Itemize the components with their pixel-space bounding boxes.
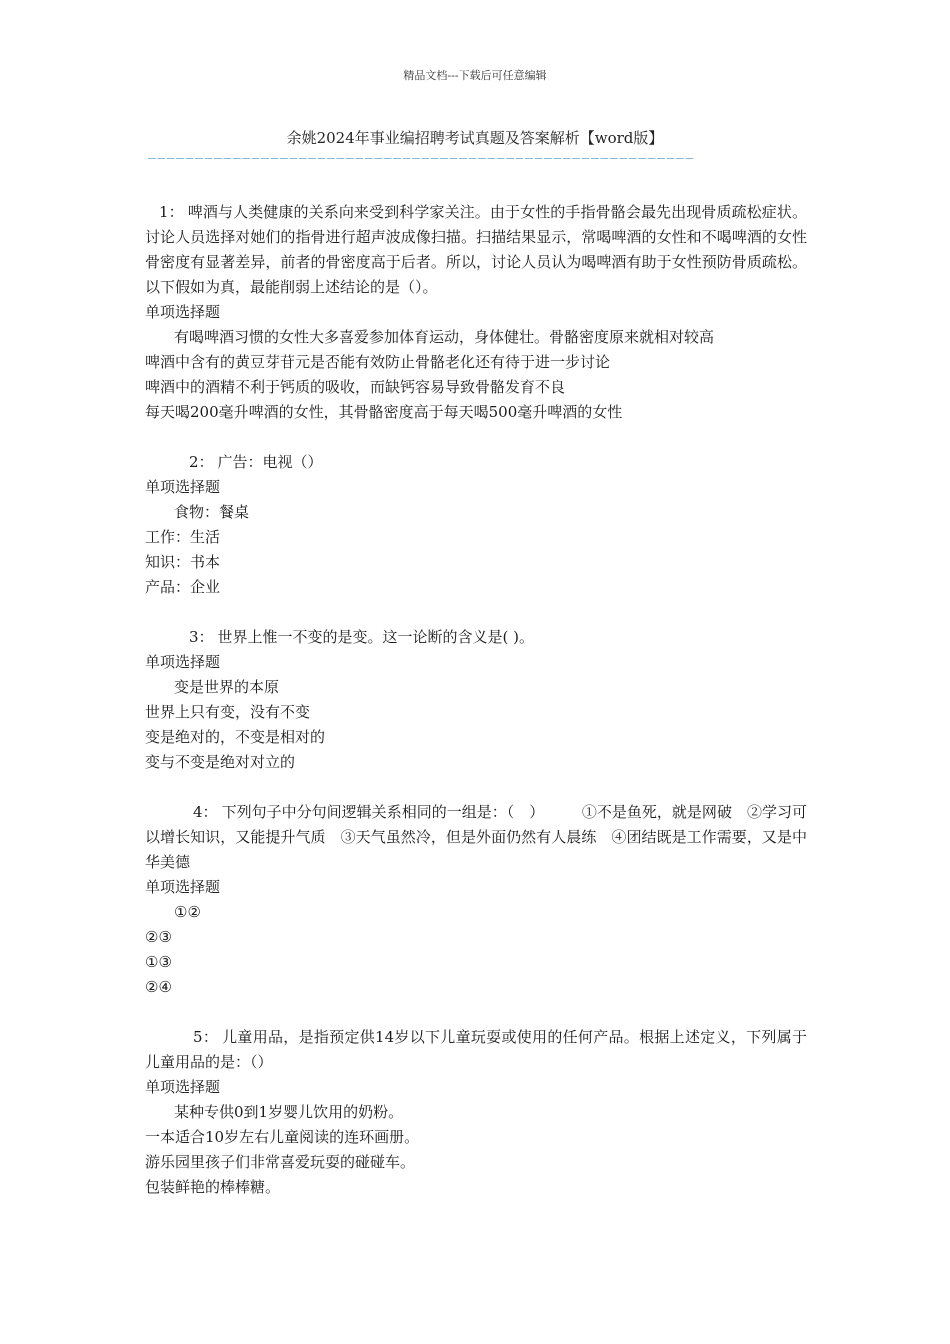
option-c[interactable]: 知识：书本	[145, 553, 221, 571]
option-a[interactable]: 食物：餐桌	[174, 503, 250, 521]
option-a[interactable]: 有喝啤酒习惯的女性大多喜爱参加体育运动，身体健壮。骨骼密度原来就相对较高	[174, 328, 715, 346]
document-title: 余姚2024年事业编招聘考试真题及答案解析【word版】	[286, 129, 664, 147]
option-c[interactable]: 啤酒中的酒精不利于钙质的吸收，而缺钙容易导致骨骼发育不良	[145, 378, 566, 396]
question-type: 单项选择题	[145, 653, 221, 671]
question-number: 1：	[159, 203, 184, 221]
option-d[interactable]: 产品：企业	[145, 578, 221, 596]
question-list	[145, 200, 807, 1225]
question-text: 下列句子中分句间逻辑关系相同的一组是：（ ） ①不是鱼死，就是网破 ②学习可以增长知识，又能提升气质 ③天气虽然冷，但是外面仍然有人晨练 ④团结既是工作需要，又是中华美德	[145, 803, 807, 871]
question-2	[145, 450, 807, 600]
option-b[interactable]: 一本适合10岁左右儿童阅读的连环画册。	[145, 1128, 420, 1146]
option-d[interactable]: 变与不变是绝对对立的	[145, 753, 296, 771]
option-a[interactable]: 变是世界的本原	[174, 678, 280, 696]
question-text: 啤酒与人类健康的关系向来受到科学家关注。由于女性的手指骨骼会最先出现骨质疏松症状。讨论人员选择对她们的指骨进行超声波成像扫描。扫描结果显示，常喝啤酒的女性和不喝啤酒的女性骨密度有显著差异，前者的骨密度高于后者。所以，讨论人员认为喝啤酒有助于女性预防骨质疏松。以下假如为真，最能削弱上述结论的是（）。	[145, 203, 807, 296]
title-divider: ——————————————————————————————————————————————————————————	[148, 151, 695, 165]
question-text: 世界上惟一不变的是变。这一论断的含义是( )。	[217, 628, 535, 646]
question-4	[145, 800, 807, 1000]
question-type: 单项选择题	[145, 478, 221, 496]
question-type: 单项选择题	[145, 1078, 221, 1096]
question-number: 5：	[193, 1028, 219, 1046]
question-text: 儿童用品，是指预定供14岁以下儿童玩耍或使用的任何产品。根据上述定义，下列属于儿童用品的是：（）	[145, 1028, 808, 1071]
question-type: 单项选择题	[145, 878, 221, 896]
option-c[interactable]: 变是绝对的，不变是相对的	[145, 728, 326, 746]
option-b[interactable]: ②③	[145, 928, 172, 946]
question-stem	[145, 450, 807, 475]
option-b[interactable]: 工作：生活	[145, 528, 221, 546]
question-number: 4：	[193, 803, 218, 821]
question-stem	[145, 800, 807, 875]
header-note: 精品文档---下载后可任意编辑	[403, 69, 547, 82]
option-b[interactable]: 啤酒中含有的黄豆芽苷元是否能有效防止骨骼老化还有待于进一步讨论	[145, 353, 611, 371]
question-stem	[145, 1025, 807, 1075]
question-number: 3：	[189, 628, 214, 646]
question-text: 广告：电视（）	[217, 453, 323, 471]
option-c[interactable]: ①③	[145, 953, 172, 971]
option-d[interactable]: 每天喝200毫升啤酒的女性，其骨骼密度高于每天喝500毫升啤酒的女性	[145, 403, 623, 421]
option-a[interactable]: ①②	[174, 903, 201, 921]
option-c[interactable]: 游乐园里孩子们非常喜爱玩耍的碰碰车。	[145, 1153, 416, 1171]
question-3	[145, 625, 807, 775]
option-d[interactable]: 包装鲜艳的棒棒糖。	[145, 1178, 281, 1196]
question-number: 2：	[189, 453, 214, 471]
option-a[interactable]: 某种专供0到1岁婴儿饮用的奶粉。	[174, 1103, 404, 1121]
question-stem	[145, 200, 807, 300]
question-5	[145, 1025, 807, 1200]
option-d[interactable]: ②④	[145, 978, 172, 996]
question-type: 单项选择题	[145, 303, 221, 321]
question-1	[145, 200, 807, 425]
option-b[interactable]: 世界上只有变，没有不变	[145, 703, 311, 721]
question-stem	[145, 625, 807, 650]
